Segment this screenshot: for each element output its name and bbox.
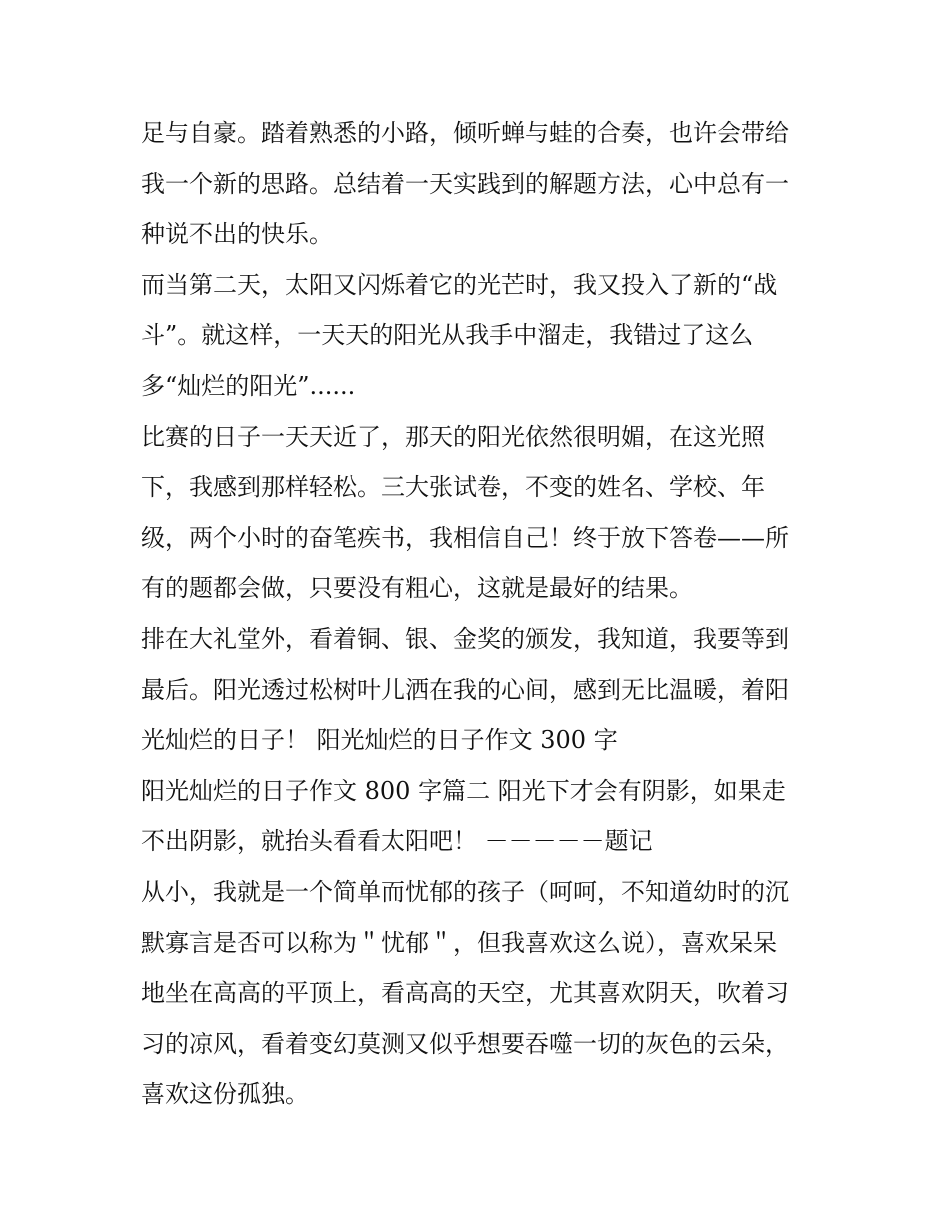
text-line: 不出阴影，就抬头看看太阳吧！ －－－－－题记 — [141, 827, 653, 856]
text-line: 我一个新的思路。总结着一天实践到的解题方法，心中总有一 — [141, 169, 789, 198]
text-line: 从小，我就是一个简单而忧郁的孩子（呵呵，不知道幼时的沉 — [141, 877, 789, 906]
text-line: 而当第二天，太阳又闪烁着它的光芒时，我又投入了新的“战 — [141, 270, 778, 299]
text-line: 习的凉风，看着变幻莫测又似乎想要吞噬一切的灰色的云朵， — [141, 1029, 789, 1058]
body-text — [141, 108, 821, 1120]
text-line: 多“灿烂的阳光”...... — [141, 371, 356, 400]
text-line: 斗”。就这样，一天天的阳光从我手中溜走，我错过了这么 — [141, 321, 754, 350]
text-line: 地坐在高高的平顶上，看高高的天空，尤其喜欢阴天，吹着习 — [141, 979, 789, 1008]
text-line: 比赛的日子一天天近了，那天的阳光依然很明媚，在这光照 — [141, 422, 765, 451]
text-line: 有的题都会做，只要没有粗心，这就是最好的结果。 — [141, 574, 693, 603]
text-line: 足与自豪。踏着熟悉的小路，倾听蝉与蛙的合奏，也许会带给 — [141, 119, 789, 147]
text-line: 种说不出的快乐。 — [141, 220, 333, 249]
text-line: 级，两个小时的奋笔疾书，我相信自己！终于放下答卷——所 — [141, 523, 789, 552]
text-line: 喜欢这份孤独。 — [141, 1080, 309, 1109]
text-line: 光灿烂的日子！ 阳光灿烂的日子作文 300 字 — [141, 726, 618, 755]
text-line: 下，我感到那样轻松。三大张试卷，不变的姓名、学校、年 — [141, 473, 765, 502]
text-line: 阳光灿烂的日子作文 800 字篇二 阳光下才会有阴影，如果走 — [141, 776, 786, 805]
text-line: 排在大礼堂外，看着铜、银、金奖的颁发，我知道，我要等到 — [141, 624, 789, 653]
text-line: 默寡言是否可以称为＂忧郁＂，但我喜欢这么说），喜欢呆呆 — [141, 928, 777, 957]
text-line: 最后。阳光透过松树叶儿洒在我的心间，感到无比温暖，着阳 — [141, 675, 789, 704]
